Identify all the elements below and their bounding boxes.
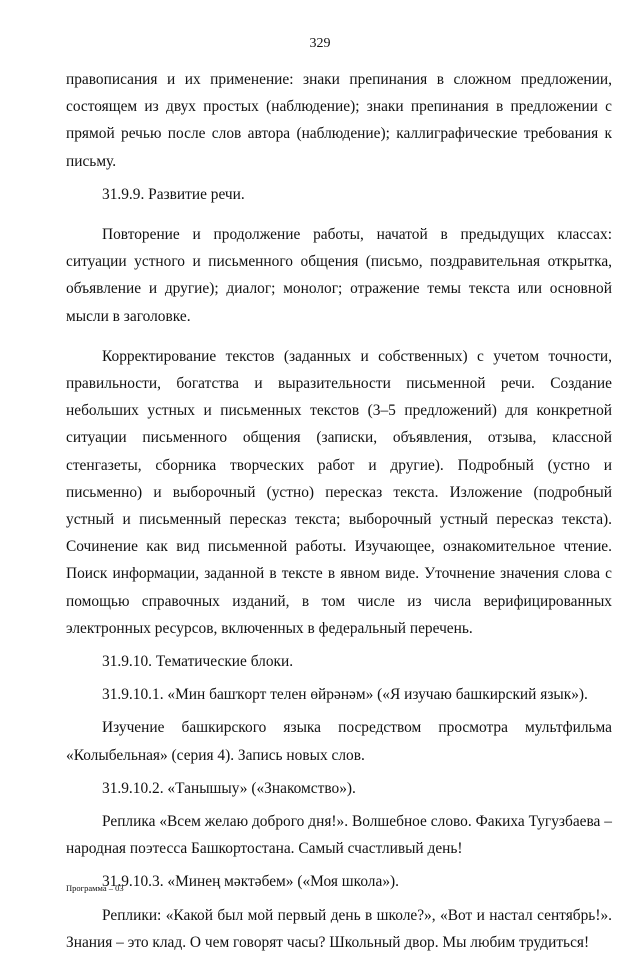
section-heading-thematic-blocks: 31.9.10. Тематические блоки. (102, 653, 294, 671)
section-heading-speech-development: 31.9.9. Развитие речи. (102, 185, 245, 203)
paragraph-text-correction: Корректирование текстов (заданных и собственных) с учетом точности, правильности, богатства и выразительности письменной речи. Создание небольших устных и письменных текстов (3–5 предложений) для конкретной ситуации письменного общения (записки, объявления, отзыва, классной стенгазеты, сборника творческих работ и другие). Подробный (устно и письменно) и выборочный (устно) пересказ текста. Изложение (подробный устный и письменный пересказ текста; выборочный устный пересказ текста). Сочинение как вид письменной работы. Изучающее, ознакомительное чтение. Поиск информации, заданной в тексте в явном виде. Уточнение значения слова с помощью справочных изданий, в том числе из числа верифицированных электронных ресурсов, включенных в федеральный перечень. (66, 347, 612, 637)
document-body (66, 66, 612, 956)
subsection-heading-my-school: 31.9.10.3. «Минең мәктәбем» («Моя школа»). (102, 873, 399, 891)
page-number: 329 (309, 36, 331, 51)
subsection-heading-language-learning: 31.9.10.1. «Мин башҡорт телен өйрәнәм» («Я изучаю башкирский язык»). (102, 686, 588, 704)
subsection-heading-acquaintance: 31.9.10.2. «Танышыу» («Знакомство»). (102, 779, 356, 797)
paragraph-greeting: Реплика «Всем желаю доброго дня!». Волшебное слово. Факиха Тугузбаева – народная поэтесса Башкортостана. Самый счастливый день! (66, 813, 612, 858)
paragraph-repetition: Повторение и продолжение работы, начатой в предыдущих классах: ситуации устного и письменного общения (письмо, поздравительная открытка, объявление и другие); диалог; монолог; отражение темы текста или основной мысли в заголовке. (66, 226, 612, 325)
paragraph-school-replies: Реплики: «Какой был мой первый день в школе?», «Вот и настал сентябрь!». Знания – это клад. О чем говорят часы? Школьный двор. Мы любим трудиться! (66, 906, 612, 951)
page-footer: Программа – 03 (66, 883, 124, 893)
paragraph-punctuation-rules: правописания и их применение: знаки препинания в сложном предложении, состоящем из двух простых (наблюдение); знаки препинания в предложении с прямой речью после слов автора (наблюдение); каллиграфические требования к письму. (66, 71, 612, 170)
paragraph-cartoon: Изучение башкирского языка посредством просмотра мультфильма «Колыбельная» (серия 4). Запись новых слов. (66, 719, 612, 764)
